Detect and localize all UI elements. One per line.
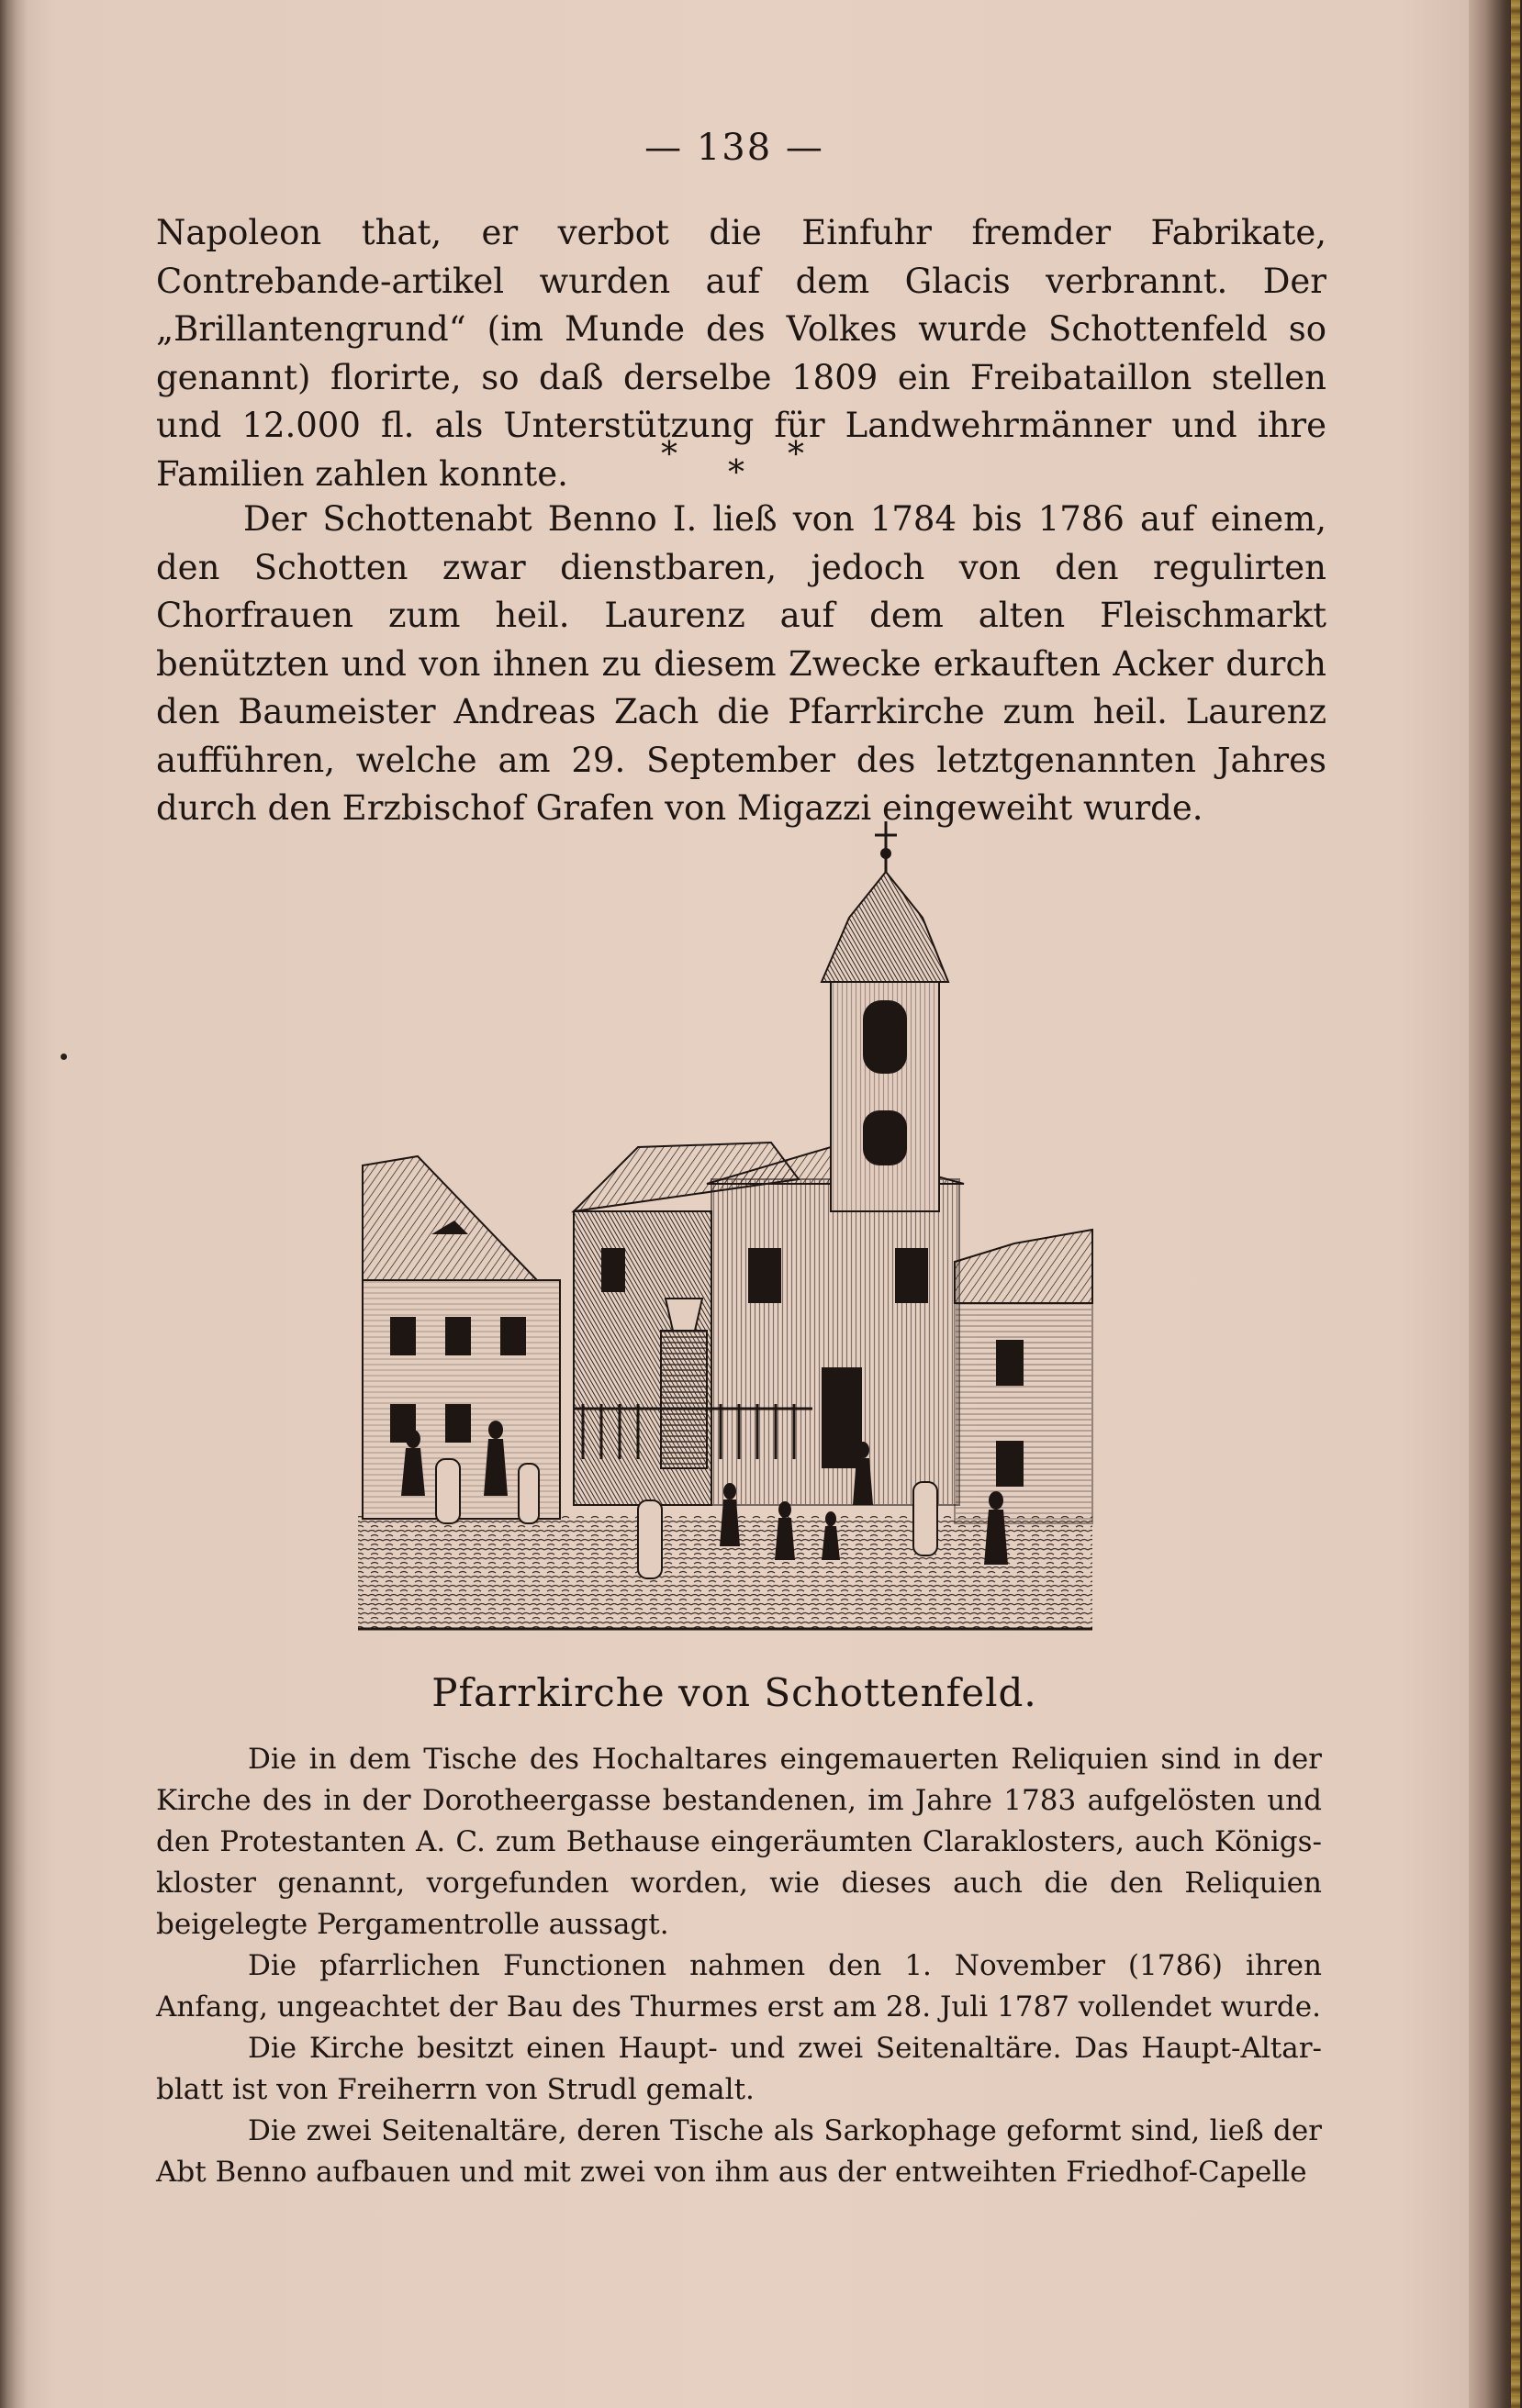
book-spine-edge (1469, 0, 1522, 2408)
asterisk-right: * (788, 436, 804, 474)
paragraph-altaere: Die Kirche besitzt einen Haupt- und zwei Seitenaltäre. Das Haupt-Altar-blatt ist von Freiherrn von Strudl gemalt. (156, 2032, 1322, 2106)
asterisk-left: * (661, 436, 677, 474)
margin-speck (61, 1054, 67, 1060)
church-engraving (353, 817, 1097, 1633)
page-number: — 138 — (644, 127, 824, 169)
figure-caption: Pfarrkirche von Schottenfeld. (431, 1670, 1037, 1715)
paragraph-functionen: Die pfarrlichen Functionen nahmen den 1. November (1786) ihren Anfang, ungeachtet der Bau des Thurmes erst am 28. Juli 1787 vollendet wurde. (156, 1949, 1322, 2023)
paragraph-napoleon: Napoleon that, er verbot die Einfuhr fremder Fabrikate, Contrebande-artikel wurden auf dem Glacis verbrannt. Der „Brillantengrund“ (im Munde des Volkes wurde Schottenfeld so genannt) florirte, so daß derselbe 1809 ein Freibataillon stellen und 12.000 fl. als Unterstützung für Landwehrmänner und ihre Familien zahlen konnte. (156, 213, 1326, 494)
section-separator (643, 436, 826, 491)
paragraph-reliquien: Die in dem Tische des Hochaltares eingemauerten Reliquien sind in der Kirche des in der Dorotheergasse bestandenen, im Jahre 1783 aufgelösten und den Protestanten A. C. zum Bethause eingeräumten Claraklosters, auch Königs-kloster genannt, vorgefunden worden, wie dieses auch die den Reliquien beigelegte Pergamentrolle aussagt. (156, 1743, 1322, 1941)
paragraph-seitenaltaere: Die zwei Seitenaltäre, deren Tische als Sarkophage geformt sind, ließ der Abt Benno aufbauen und mit zwei von ihm aus der entweihten Friedhof-Capelle (156, 2114, 1322, 2189)
paragraph-benno: Der Schottenabt Benno I. ließ von 1784 bis 1786 auf einem, den Schotten zwar dienstbaren, jedoch von den regulirten Chorfrauen zum heil. Laurenz auf dem alten Fleischmarkt benützten und von ihnen zu diesem Zwecke erkauften Acker durch den Baumeister Andreas Zach die Pfarrkirche zum heil. Laurenz aufführen, welche am 29. September des letztgenannten Jahres durch den Erzbischof Grafen von Migazzi eingeweiht wurde. (156, 499, 1326, 828)
asterisk-middle: * (728, 454, 744, 492)
